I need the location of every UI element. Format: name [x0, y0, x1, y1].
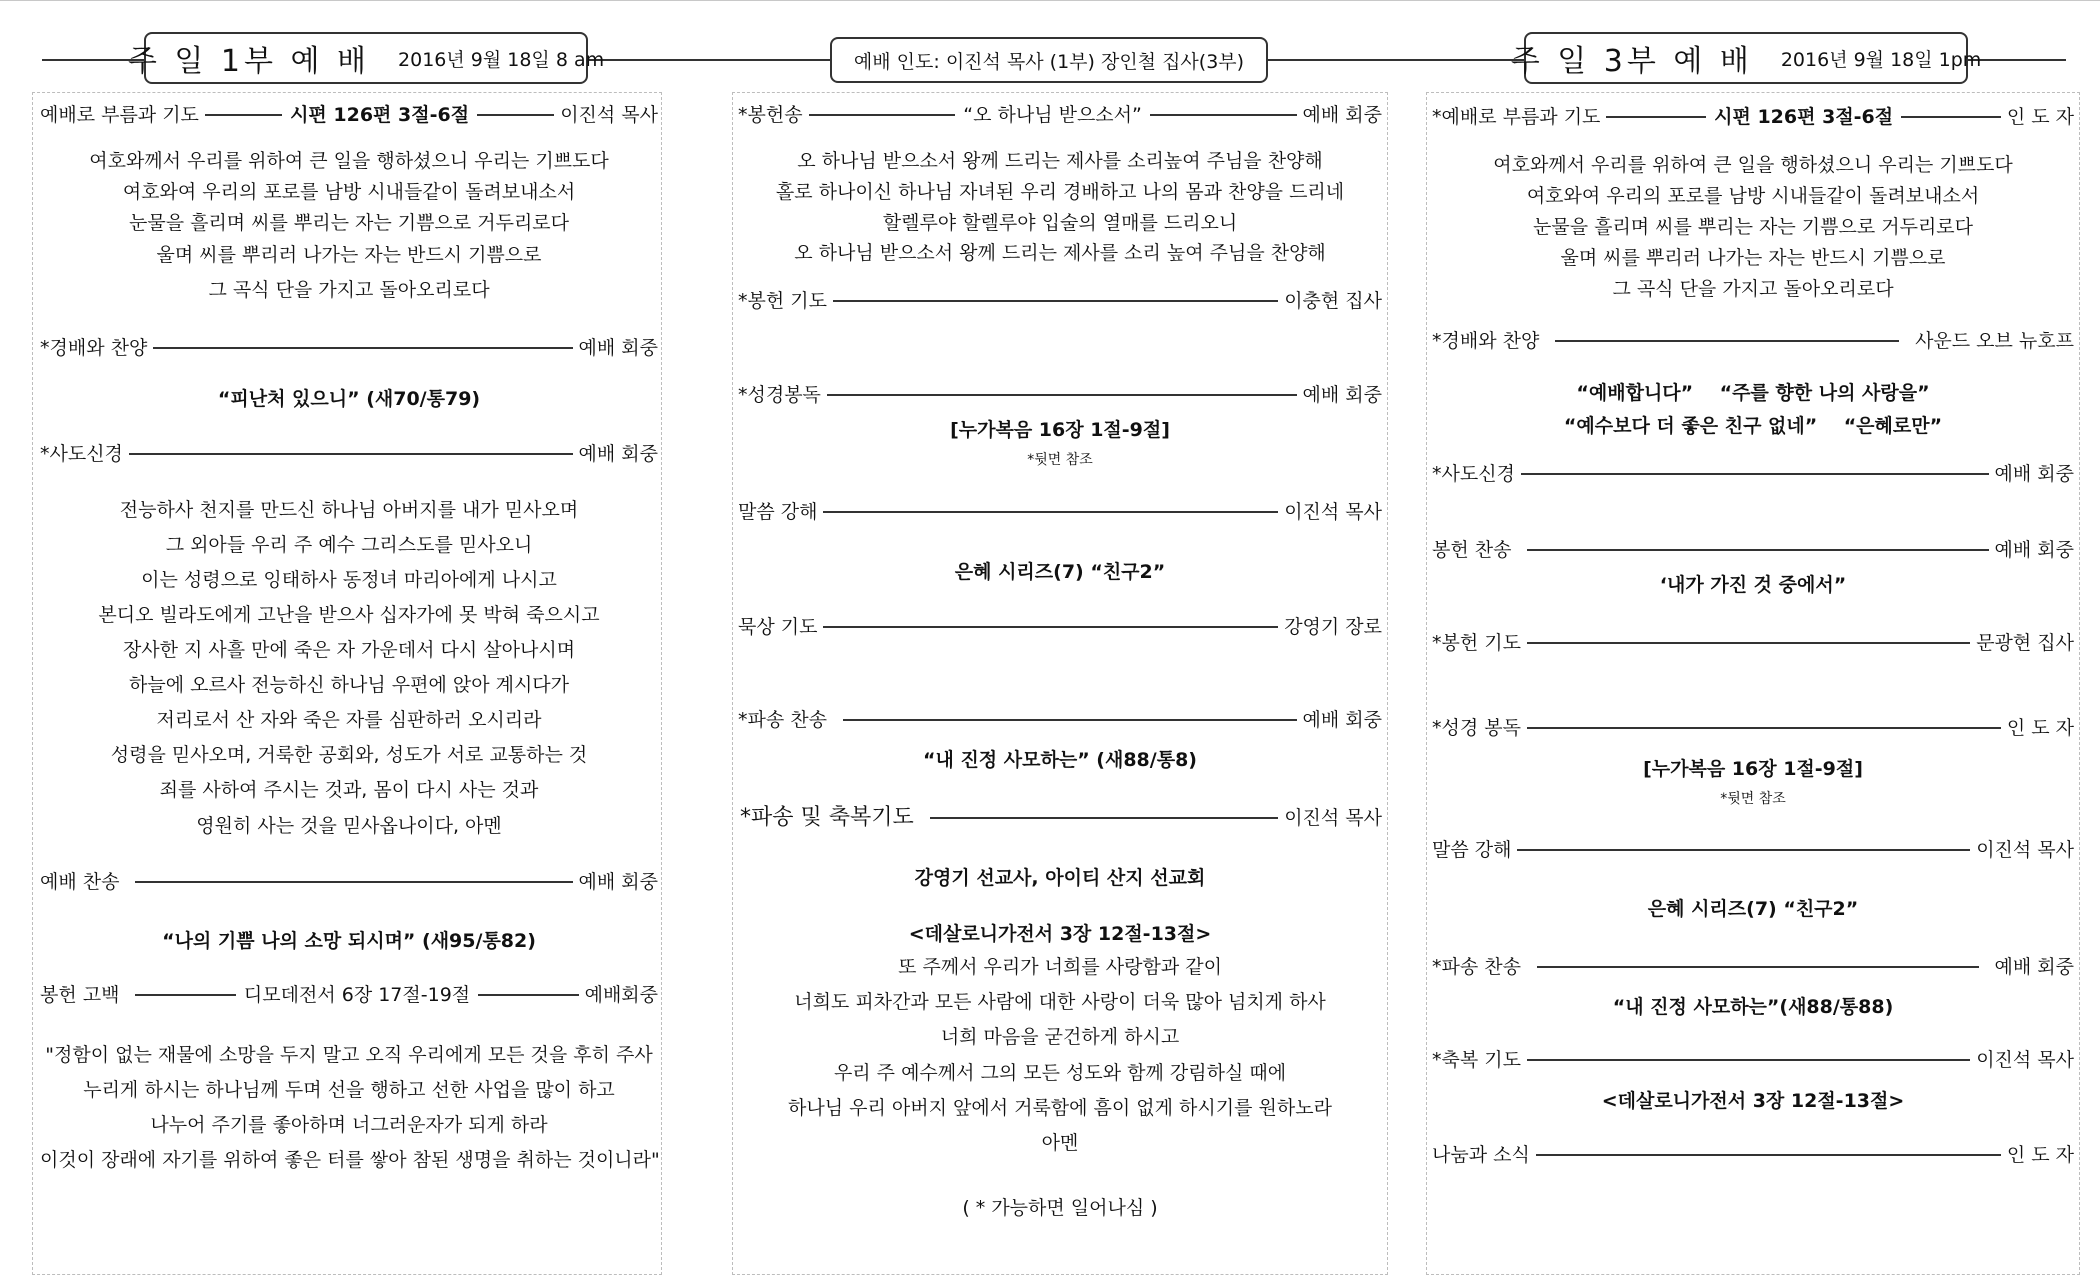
offering-line: "정함이 없는 재물에 소망을 두지 말고 오직 우리에게 모든 것을 후히 주사 — [45, 1044, 653, 1066]
order-item-hymn — [40, 870, 658, 894]
leaders-header — [830, 37, 1268, 83]
scripture-note: *뒷면 참조 — [1027, 452, 1093, 468]
leader-dash — [1537, 966, 1979, 968]
standing-note: ( * 가능하면 일어나심 ) — [962, 1197, 1158, 1219]
psalm-line: 여호와여 우리의 포로를 남방 시내들같이 돌려보내소서 — [122, 181, 576, 203]
offertory-line: 할렐루야 할렐루야 입술의 열매를 드리오니 — [882, 212, 1238, 234]
leader-dash — [129, 453, 573, 455]
order-item-praise — [40, 336, 658, 360]
order-item-offering-hymn — [1432, 538, 2074, 562]
order-item-label: *파송 찬송 — [1432, 956, 1521, 978]
leader-dash — [809, 114, 956, 116]
order-item-leader: 이진석 목사 — [1284, 501, 1382, 523]
leader-dash — [1555, 340, 1899, 342]
order-item-offering-prayer — [738, 289, 1382, 313]
psalm-line: 눈물을 흘리며 씨를 뿌리는 자는 기쁨으로 거두리로다 — [128, 212, 570, 234]
header-rule-right — [1968, 59, 2066, 61]
creed-line: 장사한 지 사흘 만에 죽은 자 가운데서 다시 살아나시며 — [122, 639, 576, 661]
order-item-label: *축복 기도 — [1432, 1049, 1521, 1071]
order-item-praise — [1432, 329, 2074, 353]
order-item-leader: 인 도 자 — [2006, 717, 2074, 739]
leader-dash — [153, 347, 572, 349]
order-item-label: *성경 봉독 — [1432, 717, 1521, 739]
order-item-leader: 예배 회중 — [1302, 104, 1383, 126]
creed-line: 이는 성령으로 잉태하사 동정녀 마리아에게 나시고 — [141, 569, 557, 591]
order-item-label: 봉헌 고백 — [40, 984, 120, 1006]
creed-line: 영원히 사는 것을 믿사옵나이다, 아멘 — [196, 815, 502, 837]
thessalonians-line: 아멘 — [1041, 1132, 1079, 1154]
creed-line: 성령을 믿사오며, 거룩한 공회와, 성도가 서로 교통하는 것 — [110, 744, 588, 766]
service-3-date: 2016년 9월 18일 1pm — [1780, 48, 1982, 71]
thessalonians-line: 너희도 피차간과 모든 사람에 대한 사랑이 더욱 많아 넘치게 하사 — [794, 991, 1326, 1013]
order-item-label: *성경봉독 — [738, 384, 821, 406]
order-item-leader: 문광현 집사 — [1976, 632, 2074, 654]
psalm-line: 그 곡식 단을 가지고 돌아오리로다 — [208, 279, 490, 301]
offertory-line: 오 하나님 받으소서 왕께 드리는 제사를 소리 높여 주님을 찬양해 — [794, 242, 1326, 264]
order-item-scripture — [1432, 716, 2074, 740]
order-item-label: *예배로 부름과 기도 — [1432, 106, 1601, 128]
order-item-text: 시편 126편 3절-6절 — [1714, 106, 1894, 128]
order-item-label: 예배 찬송 — [40, 871, 120, 893]
leader-dash — [827, 394, 1297, 396]
order-item-call-to-worship — [40, 103, 658, 127]
header-rule-center-left — [588, 59, 830, 61]
leader-dash — [1901, 116, 2001, 118]
leader-dash — [478, 994, 578, 996]
creed-line: 저리로서 산 자와 죽은 자를 심판하러 오시리라 — [156, 709, 542, 731]
praise-song: “피난처 있으니” (새70/통79) — [217, 388, 481, 410]
creed-line: 하늘에 오르사 전능하신 하나님 우편에 앉아 계시다가 — [128, 674, 570, 696]
psalm-line: 울며 씨를 뿌리러 나가는 자는 반드시 기쁨으로 — [156, 244, 542, 266]
order-item-label: *경배와 찬양 — [1432, 330, 1540, 352]
order-item-leader: 이충현 집사 — [1284, 290, 1382, 312]
order-item-leader: 예배 회중 — [1994, 539, 2074, 561]
sending-song: “내 진정 사모하는”(새88/통88) — [1612, 996, 1894, 1018]
order-item-leader: 예배 회중 — [578, 337, 658, 359]
offertory-line: 홀로 하나이신 하나님 자녀된 우리 경배하고 나의 몸과 찬양을 드리네 — [775, 181, 1345, 203]
sending-song: “내 진정 사모하는” (새88/통8) — [923, 749, 1197, 771]
leader-dash — [833, 300, 1278, 302]
service-3-header — [1510, 32, 1982, 84]
service-1-date: 2016년 9월 18일 8 am — [398, 48, 605, 71]
leader-dash — [1527, 549, 1988, 551]
sermon-title: 은혜 시리즈(7) “친구2” — [1647, 898, 1859, 920]
order-item-label: *파송 찬송 — [738, 709, 827, 731]
order-item-label: 말씀 강해 — [738, 501, 818, 523]
order-item-leader: 이진석 목사 — [560, 104, 659, 126]
order-item-sermon — [738, 500, 1382, 524]
order-item-sending-hymn — [738, 708, 1382, 732]
service-3-title: 주 일 3부 예 배 — [1510, 44, 1753, 79]
order-item-label: *파송 및 축복기도 — [740, 805, 914, 830]
praise-songs-line: “예배합니다” “주를 향한 나의 사랑을” — [1576, 382, 1930, 404]
leader-dash — [1606, 116, 1706, 118]
scripture-reference: [누가복음 16장 1절-9절] — [1643, 758, 1863, 780]
psalm-line: 그 곡식 단을 가지고 돌아오리로다 — [1612, 278, 1894, 300]
thessalonians-line: 우리 주 예수께서 그의 모든 성도와 함께 강림하실 때에 — [833, 1062, 1287, 1084]
order-item-news — [1432, 1143, 2074, 1167]
order-item-leader: 예배 회중 — [1302, 709, 1382, 731]
leader-dash — [477, 114, 554, 116]
psalm-line: 여호와께서 우리를 위하여 큰 일을 행하셨으니 우리는 기쁘도다 — [1493, 154, 2013, 176]
order-item-label: *경배와 찬양 — [40, 337, 148, 359]
offertory-line: 오 하나님 받으소서 왕께 드리는 제사를 소리높여 주님을 찬양해 — [797, 150, 1323, 172]
leader-dash — [1521, 473, 1989, 475]
order-item-leader: 예배 회중 — [578, 871, 658, 893]
leader-dash — [823, 511, 1278, 513]
praise-songs-line: “예수보다 더 좋은 친구 없네” “은혜로만” — [1563, 415, 1943, 437]
order-item-silent-prayer — [738, 615, 1382, 639]
leader-dash — [1150, 114, 1297, 116]
header-rule-center-right — [1268, 59, 1524, 61]
psalm-line: 여호와여 우리의 포로를 남방 시내들같이 돌려보내소서 — [1526, 185, 1980, 207]
order-item-offertory — [738, 103, 1382, 127]
order-item-label: 봉헌 찬송 — [1432, 539, 1512, 561]
order-item-sending-hymn — [1432, 955, 2074, 979]
order-item-leader: 이진석 목사 — [1976, 839, 2074, 861]
order-item-label: *봉헌 기도 — [1432, 632, 1521, 654]
thessalonians-line: 하나님 우리 아버지 앞에서 거룩함에 흠이 없게 하시기를 원하노라 — [788, 1097, 1332, 1119]
creed-line: 죄를 사하여 주시는 것과, 몸이 다시 사는 것과 — [159, 779, 539, 801]
order-item-label: 나눔과 소식 — [1432, 1144, 1530, 1166]
order-item-scripture — [738, 383, 1382, 407]
order-item-label: *봉헌송 — [738, 104, 803, 126]
creed-line: 그 외아들 우리 주 예수 그리스도를 믿사오니 — [165, 534, 533, 556]
leader-dash — [135, 994, 235, 996]
thessalonians-line: 너희 마음을 굳건하게 하시고 — [940, 1026, 1180, 1048]
sermon-title: 은혜 시리즈(7) “친구2” — [954, 561, 1166, 583]
thessalonians-reference: <데살로니가전서 3장 12절-13절> — [908, 923, 1212, 945]
thessalonians-reference: <데살로니가전서 3장 12절-13절> — [1601, 1090, 1905, 1112]
psalm-line: 여호와께서 우리를 위하여 큰 일을 행하셨으니 우리는 기쁘도다 — [89, 150, 609, 172]
order-item-creed — [40, 442, 658, 466]
psalm-line: 눈물을 흘리며 씨를 뿌리는 자는 기쁨으로 거두리로다 — [1532, 216, 1974, 238]
order-item-creed — [1432, 462, 2074, 486]
leader-dash — [1536, 1154, 2001, 1156]
order-item-leader: 사운드 오브 뉴호프 — [1915, 330, 2074, 352]
order-item-offering-prayer — [1432, 631, 2074, 655]
order-item-leader: 강영기 장로 — [1284, 616, 1382, 638]
order-item-leader: 예배회중 — [584, 984, 659, 1006]
offering-line: 누리게 하시는 하나님께 두며 선을 행하고 선한 사업을 많이 하고 — [83, 1079, 615, 1101]
order-item-leader: 예배 회중 — [1994, 956, 2074, 978]
page-top-border — [0, 0, 2100, 1]
leader-dash — [1527, 642, 1970, 644]
scripture-note: *뒷면 참조 — [1720, 791, 1786, 807]
offering-line: 이것이 장래에 자기를 위하여 좋은 터를 쌓아 참된 생명을 취하는 것이니라" — [40, 1149, 660, 1171]
order-item-text: “오 하나님 받으소서” — [963, 104, 1142, 126]
order-item-leader: 인 도 자 — [2006, 1144, 2074, 1166]
mission-note: 강영기 선교사, 아이티 산지 선교회 — [914, 867, 1206, 889]
creed-line: 전능하사 천지를 만드신 하나님 아버지를 내가 믿사오며 — [119, 499, 579, 521]
order-item-text: 디모데전서 6장 17절-19절 — [243, 984, 471, 1006]
order-item-leader: 예배 회중 — [1994, 463, 2074, 485]
order-item-label: 예배로 부름과 기도 — [40, 104, 199, 126]
order-item-label: *사도신경 — [1432, 463, 1515, 485]
scripture-reference: [누가복음 16장 1절-9절] — [950, 419, 1170, 441]
order-item-blessing — [1432, 1048, 2074, 1072]
leader-dash — [205, 114, 282, 116]
leader-dash — [823, 626, 1278, 628]
service-1-header — [127, 32, 605, 84]
order-item-text: 시편 126편 3절-6절 — [290, 104, 470, 126]
order-item-benediction — [740, 806, 1382, 830]
offering-song: ‘내가 가진 것 중에서” — [1659, 574, 1847, 596]
offering-line: 나누어 주기를 좋아하며 너그러운자가 되게 하라 — [150, 1114, 548, 1136]
psalm-line: 울며 씨를 뿌리러 나가는 자는 반드시 기쁨으로 — [1560, 247, 1946, 269]
leader-dash — [930, 817, 1278, 819]
order-item-label: 말씀 강해 — [1432, 839, 1512, 861]
leader-dash — [135, 881, 572, 883]
order-item-leader: 예배 회중 — [578, 443, 658, 465]
worship-leaders: 예배 인도: 이진석 목사 (1부) 장인철 집사(3부) — [853, 50, 1245, 73]
leader-dash — [843, 719, 1297, 721]
order-item-label: *사도신경 — [40, 443, 123, 465]
order-item-leader: 예배 회중 — [1302, 384, 1382, 406]
leader-dash — [1517, 849, 1970, 851]
order-item-call-to-worship — [1432, 105, 2074, 129]
order-item-leader: 이진석 목사 — [1976, 1049, 2074, 1071]
order-item-leader: 인 도 자 — [2006, 106, 2075, 128]
leader-dash — [1527, 1059, 1970, 1061]
order-item-label: 묵상 기도 — [738, 616, 818, 638]
order-item-sermon — [1432, 838, 2074, 862]
thessalonians-line: 또 주께서 우리가 너희를 사랑함과 같이 — [898, 956, 1222, 978]
service-1-title: 주 일 1부 예 배 — [127, 44, 371, 79]
creed-line: 본디오 빌라도에게 고난을 받으사 십자가에 못 박혀 죽으시고 — [98, 604, 600, 626]
order-item-offering-confession — [40, 983, 658, 1007]
leader-dash — [1527, 727, 2001, 729]
hymn-song: “나의 기쁨 나의 소망 되시며” (새95/통82) — [162, 930, 536, 952]
order-item-leader: 이진석 목사 — [1284, 807, 1382, 829]
order-item-label: *봉헌 기도 — [738, 290, 827, 312]
